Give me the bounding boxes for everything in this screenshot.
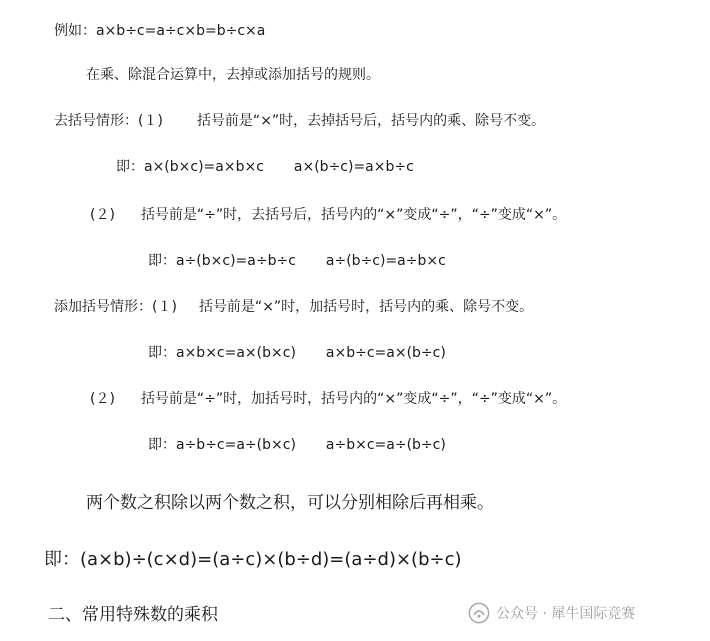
equation: a×(b÷c)=a×b÷c (293, 159, 414, 175)
remove-case2-rule: 括号前是“÷”时，去括号后，括号内的“×”变成“÷”，“÷”变成“×”。 (140, 207, 567, 223)
add-case2-rule: 括号前是“÷”时，加括号时，括号内的“×”变成“÷”，“÷”变成“×”。 (140, 391, 567, 407)
add-case1-prefix: 添加括号情形：(１) (54, 299, 177, 315)
equation: a÷b×c=a÷(b÷c) (325, 437, 446, 453)
equation: 即：a×b×c=a×(b×c) (148, 345, 296, 361)
equation: 即：a÷(b×c)=a÷b÷c (148, 253, 296, 269)
equation: 即：a×(b×c)=a×b×c (116, 159, 264, 175)
remove-case2-prefix: (２) (90, 207, 115, 223)
example-line: 例如：a×b÷c=a÷c×b=b÷c×a (54, 23, 266, 39)
add-case2-line (90, 390, 566, 408)
remove-case1-rule: 括号前是“×”时，去掉括号后，括号内的乘、除号不变。 (196, 113, 546, 129)
remove-case1-line (54, 112, 545, 130)
equation: a×b÷c=a×(b÷c) (325, 345, 446, 361)
section-heading: 二、常用特殊数的乘积 (48, 605, 218, 625)
product-rule: 两个数之积除以两个数之积，可以分别相除后再相乘。 (86, 493, 494, 513)
watermark-text: 公众号 · 犀牛国际竞赛 (496, 606, 636, 622)
add-case2-equations (148, 436, 446, 454)
add-case1-rule: 括号前是“×”时，加括号时，括号内的乘、除号不变。 (198, 299, 534, 315)
rule-intro: 在乘、除混合运算中，去掉或添加括号的规则。 (86, 67, 380, 83)
remove-case2-equations (148, 252, 446, 270)
wechat-official-account-icon (468, 602, 490, 624)
product-equation: 即：(a×b)÷(c×d)=(a÷c)×(b÷d)=(a÷d)×(b÷c) (44, 549, 462, 570)
equation: 即：a÷b÷c=a÷(b×c) (148, 437, 296, 453)
add-case1-line (54, 298, 533, 316)
add-case1-equations (148, 344, 446, 362)
remove-case1-prefix: 去括号情形：(１) (54, 113, 163, 129)
watermark (468, 602, 635, 624)
remove-case2-line (90, 206, 566, 224)
equation: a÷(b÷c)=a÷b×c (325, 253, 446, 269)
remove-case1-equations (116, 158, 414, 176)
add-case2-prefix: (２) (90, 391, 115, 407)
